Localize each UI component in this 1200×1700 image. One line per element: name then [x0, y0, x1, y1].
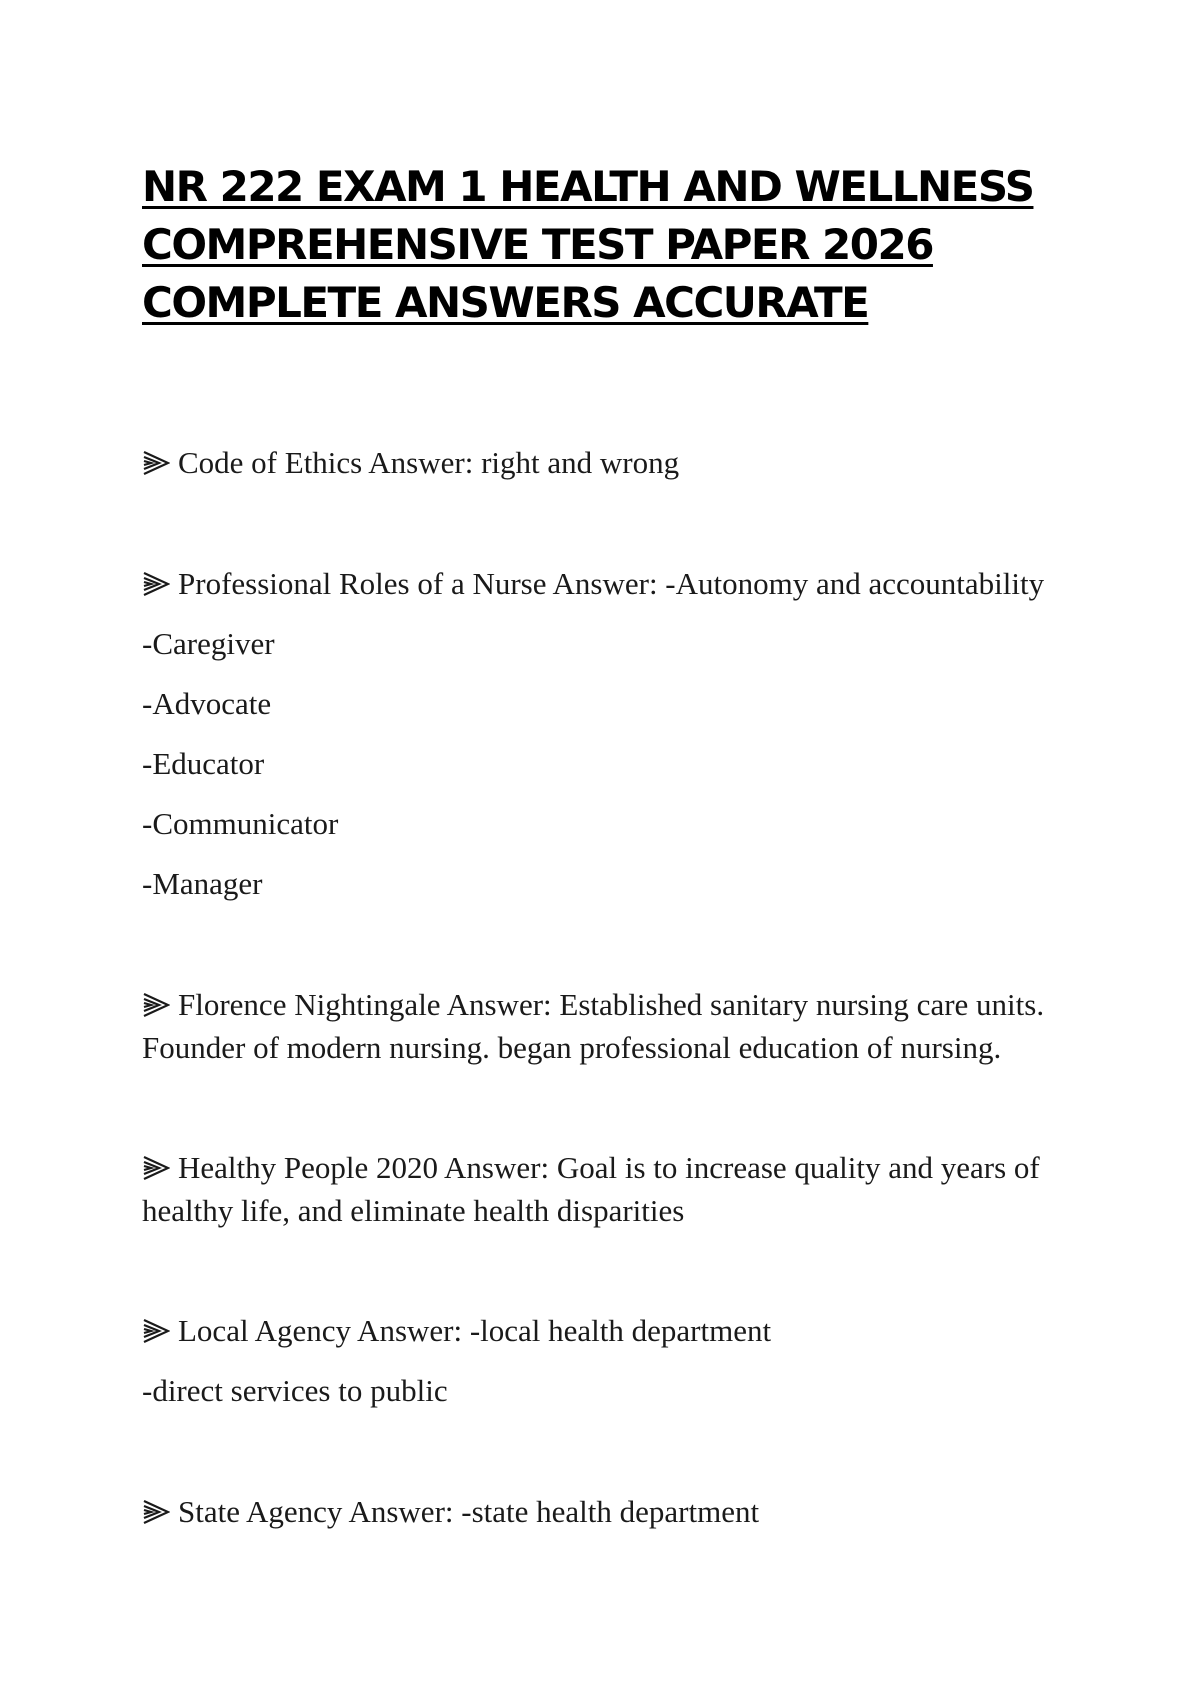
entry-continuation: -Manager — [142, 866, 263, 901]
entry-text: State Agency Answer: -state health department — [178, 1494, 760, 1529]
title-line: COMPREHENSIVE TEST PAPER 2026 — [142, 220, 933, 269]
arrowhead-bullet-icon — [142, 1499, 170, 1525]
qa-entry-state-agency — [142, 1494, 759, 1530]
entry-text: Healthy People 2020 Answer: Goal is to increase quality and years of — [178, 1150, 1040, 1185]
entry-text: Code of Ethics Answer: right and wrong — [178, 445, 680, 480]
entry-text: Florence Nightingale Answer: Established sanitary nursing care units. — [178, 987, 1045, 1022]
arrowhead-bullet-icon — [142, 450, 170, 476]
entry-text: Local Agency Answer: -local health department — [178, 1313, 772, 1348]
entry-continuation: -Educator — [142, 746, 265, 781]
arrowhead-bullet-icon — [142, 992, 170, 1018]
entry-continuation: -Advocate — [142, 686, 272, 721]
qa-entry-code-of-ethics — [142, 445, 679, 481]
arrowhead-bullet-icon — [142, 571, 170, 597]
entry-continuation: Founder of modern nursing. began professional education of nursing. — [142, 1030, 1002, 1065]
entry-continuation: -Caregiver — [142, 626, 275, 661]
entry-continuation: healthy life, and eliminate health disparities — [142, 1193, 685, 1228]
entry-text: Professional Roles of a Nurse Answer: -Autonomy and accountability — [178, 566, 1045, 601]
arrowhead-bullet-icon — [142, 1318, 170, 1344]
document-title — [142, 158, 1102, 332]
qa-entry-healthy-people-2020 — [142, 1150, 1040, 1186]
arrowhead-bullet-icon — [142, 1155, 170, 1181]
title-line: NR 222 EXAM 1 HEALTH AND WELLNESS — [142, 162, 1034, 211]
entry-continuation: -direct services to public — [142, 1373, 448, 1408]
qa-entry-local-agency — [142, 1313, 771, 1349]
title-line: COMPLETE ANSWERS ACCURATE — [142, 278, 869, 327]
entry-continuation: -Communicator — [142, 806, 339, 841]
qa-entry-professional-roles — [142, 566, 1044, 602]
qa-entry-florence-nightingale — [142, 987, 1044, 1023]
